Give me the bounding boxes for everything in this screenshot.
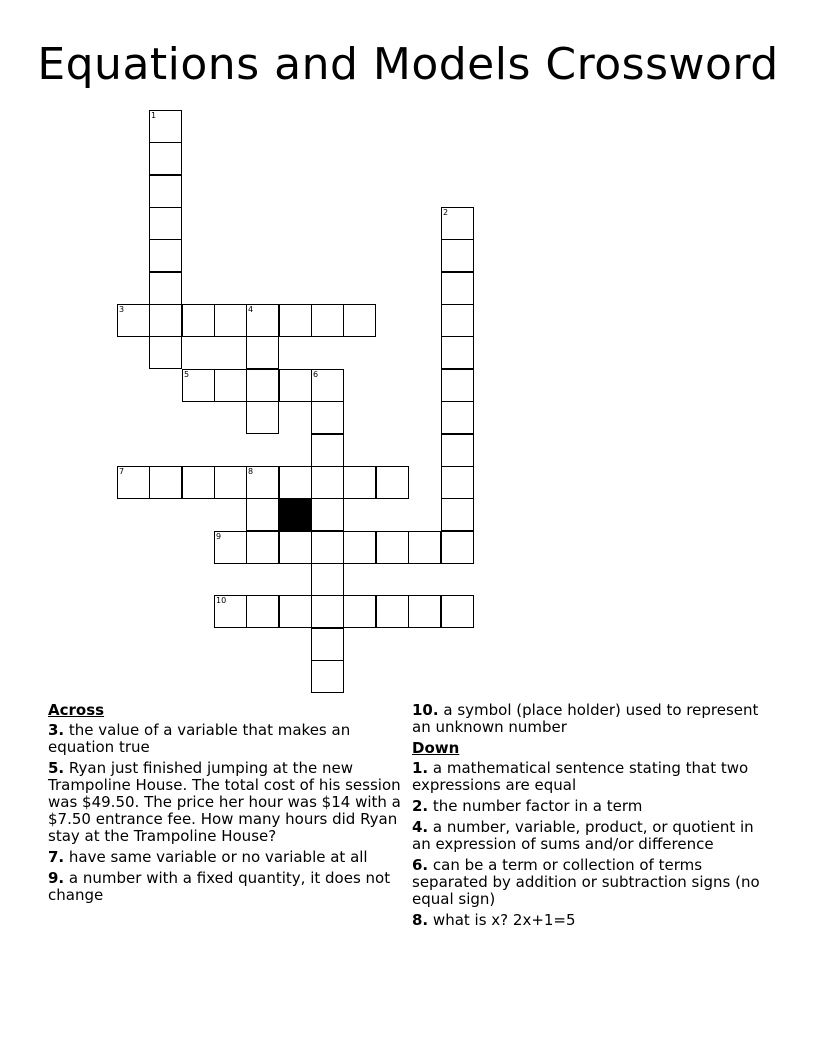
clue-number: 7. (48, 848, 65, 866)
grid-cell[interactable] (343, 466, 376, 499)
page-title: Equations and Models Crossword (37, 39, 779, 90)
grid-cell[interactable] (117, 466, 150, 499)
down-clue-2 (412, 798, 768, 815)
grid-cell[interactable] (311, 628, 344, 661)
clue-number: 6. (412, 856, 429, 874)
down-header: Down (412, 739, 460, 757)
grid-cell[interactable] (279, 466, 312, 499)
grid-cell[interactable] (343, 304, 376, 337)
across-clue-10 (412, 702, 768, 736)
grid-cell[interactable] (117, 304, 150, 337)
grid-cell[interactable] (214, 369, 247, 402)
clue-text: have same variable or no variable at all (68, 848, 368, 866)
grid-cell[interactable] (311, 466, 344, 499)
clue-text: what is x? 2x+1=5 (432, 911, 576, 929)
clue-text: Ryan just finished jumping at the new Trampoline House. The total cost of his session was $49.50. The price her hour was $14 with a $7.50 entrance fee. How many hours did Ryan stay at the Trampoline House? (48, 759, 401, 845)
grid-cell[interactable] (149, 175, 182, 208)
grid-cell[interactable] (279, 304, 312, 337)
cell-number: 5 (184, 370, 190, 379)
down-clue-8 (412, 912, 768, 929)
clue-text: a symbol (place holder) used to represent an unknown number (412, 701, 759, 736)
across-clue-5 (48, 760, 404, 845)
cell-number: 7 (119, 467, 125, 476)
grid-cell[interactable] (246, 498, 279, 531)
clues-right-column (412, 702, 768, 933)
grid-cell[interactable] (441, 595, 474, 628)
grid-cell[interactable] (246, 401, 279, 434)
clue-number: 5. (48, 759, 65, 777)
cell-number: 2 (443, 208, 449, 217)
clue-text: the number factor in a term (432, 797, 643, 815)
grid-cell[interactable] (214, 595, 247, 628)
grid-cell[interactable] (311, 369, 344, 402)
down-clue-1 (412, 760, 768, 794)
clue-number: 9. (48, 869, 65, 887)
cell-number: 10 (216, 596, 227, 605)
grid-cell[interactable] (311, 563, 344, 596)
down-clue-6 (412, 857, 768, 908)
grid-cell[interactable] (149, 272, 182, 305)
clue-text: a number with a fixed quantity, it does not change (48, 869, 391, 904)
clue-number: 3. (48, 721, 65, 739)
grid-cell[interactable] (441, 369, 474, 402)
clue-number: 1. (412, 759, 429, 777)
across-header: Across (48, 701, 105, 719)
grid-cell[interactable] (376, 595, 409, 628)
grid-cell[interactable] (441, 304, 474, 337)
cell-number: 4 (248, 305, 254, 314)
across-clue-7 (48, 849, 404, 866)
grid-cell[interactable] (343, 531, 376, 564)
grid-cell[interactable] (246, 336, 279, 369)
cell-number: 8 (248, 467, 254, 476)
grid-cell[interactable] (441, 498, 474, 531)
grid-cell[interactable] (343, 595, 376, 628)
clue-number: 4. (412, 818, 429, 836)
grid-cell[interactable] (246, 595, 279, 628)
grid-cell[interactable] (311, 595, 344, 628)
grid-cell[interactable] (441, 434, 474, 467)
grid-cell[interactable] (182, 304, 215, 337)
cell-number: 1 (151, 111, 157, 120)
grid-cell[interactable] (279, 369, 312, 402)
clue-text: a number, variable, product, or quotient in an expression of sums and/or difference (412, 818, 754, 853)
clue-number: 2. (412, 797, 429, 815)
grid-cell[interactable] (149, 239, 182, 272)
grid-cell[interactable] (311, 434, 344, 467)
cell-number: 3 (119, 305, 125, 314)
clue-number: 10. (412, 701, 439, 719)
grid-cell[interactable] (149, 142, 182, 175)
grid-cell[interactable] (279, 531, 312, 564)
grid-cell[interactable] (246, 466, 279, 499)
grid-cell[interactable] (279, 595, 312, 628)
grid-cell[interactable] (246, 369, 279, 402)
grid-cell[interactable] (182, 369, 215, 402)
across-clue-9 (48, 870, 404, 904)
grid-cell[interactable] (311, 401, 344, 434)
grid-cell[interactable] (441, 466, 474, 499)
cell-number: 9 (216, 532, 222, 541)
grid-cell[interactable] (149, 336, 182, 369)
grid-cell[interactable] (246, 304, 279, 337)
grid-cell[interactable] (311, 498, 344, 531)
grid-cell[interactable] (408, 595, 441, 628)
cell-number: 6 (313, 370, 319, 379)
grid-cell[interactable] (182, 466, 215, 499)
grid-cell[interactable] (214, 531, 247, 564)
grid-cell[interactable] (441, 401, 474, 434)
clue-text: can be a term or collection of terms separated by addition or subtraction signs (no equal sign) (412, 856, 760, 908)
grid-cell[interactable] (441, 239, 474, 272)
grid-cell[interactable] (408, 531, 441, 564)
grid-cell[interactable] (441, 336, 474, 369)
down-clue-4 (412, 819, 768, 853)
grid-cell[interactable] (149, 207, 182, 240)
grid-cell[interactable] (246, 531, 279, 564)
grid-cell[interactable] (376, 531, 409, 564)
grid-cell[interactable] (311, 531, 344, 564)
clue-text: the value of a variable that makes an equation true (48, 721, 351, 756)
grid-cell[interactable] (149, 110, 182, 143)
grid-cell[interactable] (149, 304, 182, 337)
grid-cell[interactable] (214, 466, 247, 499)
grid-cell[interactable] (376, 466, 409, 499)
grid-cell[interactable] (149, 466, 182, 499)
grid-cell[interactable] (311, 660, 344, 693)
clues-left-column (48, 702, 404, 908)
clue-text: a mathematical sentence stating that two expressions are equal (412, 759, 749, 794)
grid-cell[interactable] (441, 272, 474, 305)
grid-cell[interactable] (214, 304, 247, 337)
grid-cell[interactable] (311, 304, 344, 337)
grid-cell[interactable] (441, 207, 474, 240)
black-square (279, 498, 312, 531)
clue-number: 8. (412, 911, 429, 929)
across-clue-3 (48, 722, 404, 756)
grid-cell[interactable] (441, 531, 474, 564)
